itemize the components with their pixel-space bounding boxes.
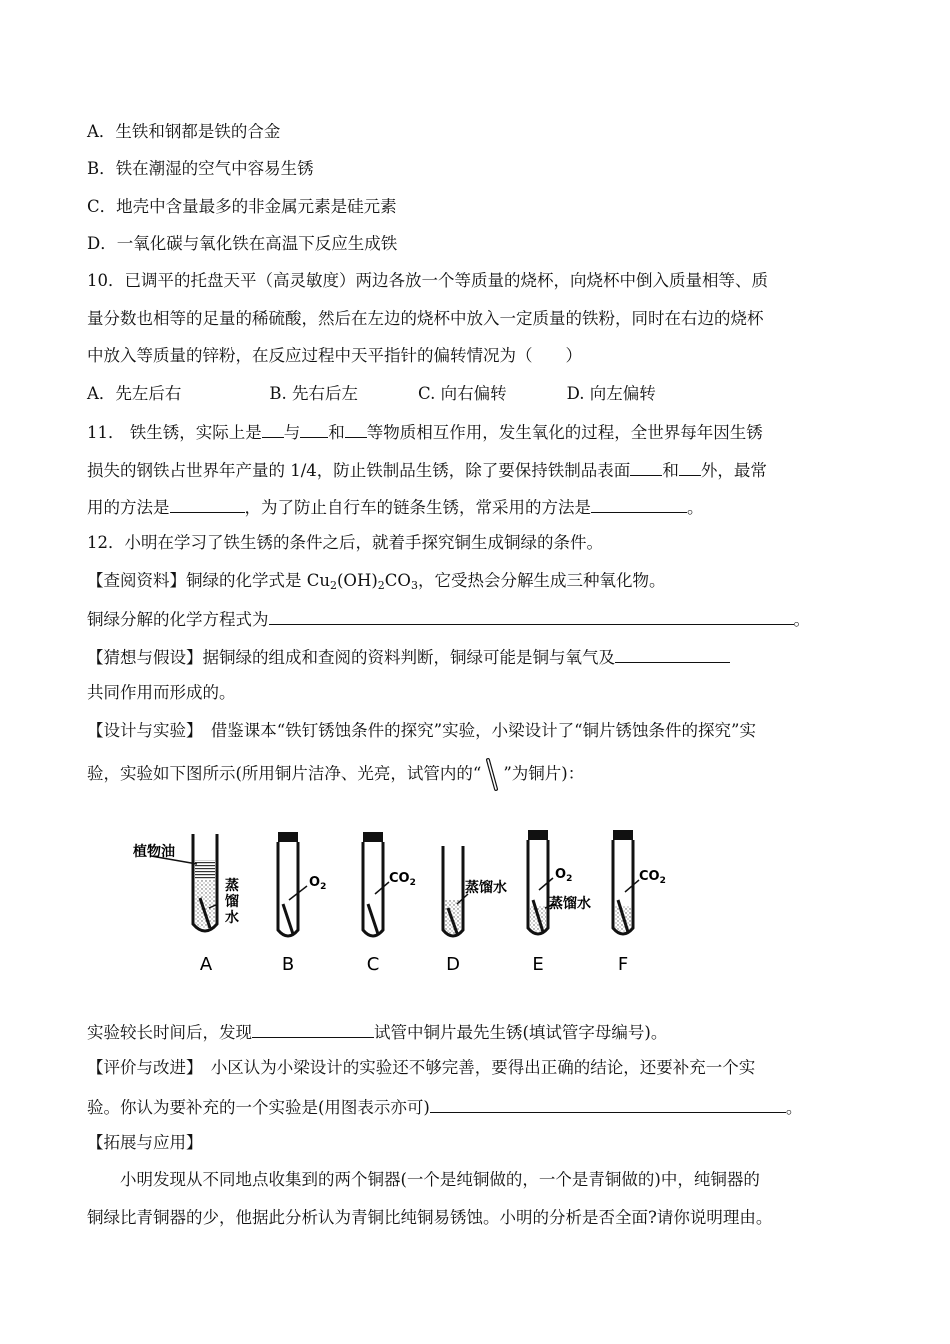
q12-design-2: 验，实验如下图所示(所用铜片洁净、光亮，试管内的“ ”为铜片)： — [87, 757, 584, 793]
q9-option-a: A．生铁和钢都是铁的合金 — [87, 122, 281, 141]
q10-option-b: B. 先右后左 — [269, 384, 359, 403]
label-o2-e: $O_2$ — [555, 867, 573, 884]
blank-evaluation[interactable] — [430, 1095, 786, 1113]
label-co2-c: $CO_2$ — [389, 871, 416, 888]
blank-6[interactable] — [170, 495, 245, 513]
tube-f — [613, 830, 666, 934]
label-water-d: 蒸馏水 — [465, 880, 507, 896]
label-water-a2: 馏 — [225, 894, 239, 910]
q11-line-3: 用的方法是 ，为了防止自行车的链条生锈，常采用的方法是 。 — [87, 495, 704, 519]
q10-option-d: D. 向左偏转 — [566, 384, 656, 403]
q10-option-a: A．先左后右 — [87, 384, 182, 403]
blank-5[interactable] — [679, 458, 701, 476]
tube-a — [133, 834, 239, 931]
q12-extension-2: 铜绿比青铜器的少，他据此分析认为青铜比纯铜易锈蚀。小明的分析是否全面?请你说明理由。 — [87, 1208, 773, 1227]
q12-info: 【查阅资料】铜绿的化学式是 $Cu_2(OH)_2CO_3$，它受热会分解生成三种氧化物。 — [87, 571, 666, 592]
q12-extension-1: 小明发现从不同地点收集到的两个铜器(一个是纯铜做的，一个是青铜做的)中，纯铜器的 — [87, 1170, 760, 1189]
blank-equation[interactable] — [269, 607, 794, 625]
q12-equation: 铜绿分解的化学方程式为 。 — [87, 607, 810, 631]
q12-extension-title: 【拓展与应用】 — [87, 1133, 203, 1152]
tube-b — [278, 832, 326, 936]
blank-4[interactable] — [630, 458, 662, 476]
tube-c — [363, 832, 416, 936]
q9-option-b: B．铁在潮湿的空气中容易生锈 — [87, 159, 314, 178]
blank-3[interactable] — [345, 420, 367, 438]
label-vegetable-oil: 植物油 — [133, 844, 175, 860]
label-co2-f: $CO_2$ — [639, 869, 666, 886]
tube-e — [528, 830, 591, 934]
q10-line-1: 10．已调平的托盘天平（高灵敏度）两边各放一个等质量的烧杯，向烧杯中倒入质量相等、质 — [87, 271, 768, 290]
tube-label-b: B — [281, 954, 295, 975]
label-water-a3: 水 — [225, 910, 239, 926]
q12-evaluation-2: 验。你认为要补充的一个实验是(用图表示亦可) 。 — [87, 1095, 802, 1119]
blank-2[interactable] — [300, 420, 328, 438]
label-o2-b: $O_2$ — [309, 875, 327, 892]
copper-strip-icon — [481, 757, 503, 793]
q10-option-c: C. 向右偏转 — [418, 384, 507, 403]
q12-intro: 12．小明在学习了铁生锈的条件之后，就着手探究铜生成铜绿的条件。 — [87, 533, 603, 552]
q9-option-c: C．地壳中含量最多的非金属元素是硅元素 — [87, 197, 397, 216]
q10-options — [87, 383, 656, 405]
q12-hypothesis-2: 共同作用而形成的。 — [87, 683, 236, 702]
q12-design-1: 【设计与实验】 借鉴课本“铁钉锈蚀条件的探究”实验，小梁设计了“铜片锈蚀条件的探究”实 — [87, 721, 756, 740]
q11-line-2: 损失的钢铁占世界年产量的 1/4，防止铁制品生锈，除了要保持铁制品表面 和 外，最常 — [87, 458, 767, 482]
tube-label-f: F — [617, 954, 629, 975]
q10-line-2: 量分数也相等的足量的稀硫酸，然后在左边的烧杯中放入一定质量的铁粉，同时在右边的烧杯 — [87, 309, 764, 328]
q10-line-3: 中放入等质量的锌粉，在反应过程中天平指针的偏转情况为（ ） — [87, 346, 582, 365]
label-water-a1: 蒸 — [225, 878, 239, 894]
blank-hypothesis[interactable] — [615, 645, 730, 663]
q12-evaluation-1: 【评价与改进】 小区认为小梁设计的实验还不够完善，要得出正确的结论，还要补充一个实 — [87, 1058, 756, 1077]
q11-line-1: 11． 铁生锈，实际上是 与 和 等物质相互作用，发生氧化的过程，全世界每年因生锈 — [87, 420, 763, 444]
tube-label-c: C — [366, 954, 380, 975]
q12-result: 实验较长时间后，发现 试管中铜片最先生锈(填试管字母编号)。 — [87, 1020, 667, 1044]
q12-hypothesis-1: 【猜想与假设】据铜绿的组成和查阅的资料判断，铜绿可能是铜与氧气及 — [87, 645, 730, 669]
tube-d — [443, 846, 507, 936]
blank-result[interactable] — [252, 1020, 374, 1038]
blank-7[interactable] — [591, 495, 687, 513]
tube-label-a: A — [199, 954, 213, 975]
tube-label-e: E — [532, 954, 544, 975]
test-tube-diagram — [125, 820, 685, 985]
q9-option-d: D．一氧化碳与氧化铁在高温下反应生成铁 — [87, 234, 398, 253]
tube-label-d: D — [446, 954, 460, 975]
blank-1[interactable] — [262, 420, 284, 438]
label-water-e: 蒸馏水 — [549, 896, 591, 912]
